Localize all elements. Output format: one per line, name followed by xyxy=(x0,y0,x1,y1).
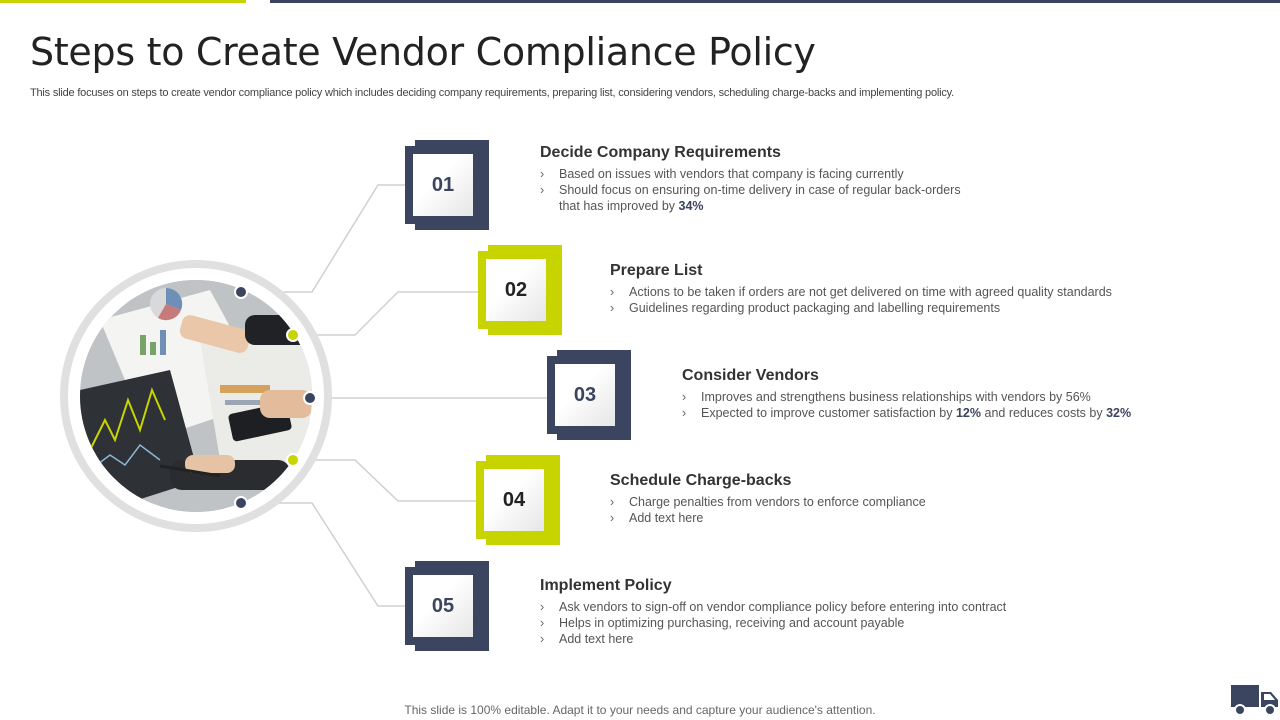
step-04-badge xyxy=(476,455,560,545)
chevron-right-icon: › xyxy=(540,183,545,197)
step-01-number: 01 xyxy=(413,154,473,216)
step-02-title: Prepare List xyxy=(610,262,703,279)
step-02-bullet-2: › Guidelines regarding product packaging and labelling requirements xyxy=(610,301,1001,315)
chevron-right-icon: › xyxy=(540,632,545,646)
connector-dot-5 xyxy=(234,496,248,510)
step-01-bullet-2-cont: that has improved by 34% xyxy=(559,199,704,213)
step-01-badge xyxy=(405,140,489,230)
chevron-right-icon: › xyxy=(610,285,615,299)
step-05-title: Implement Policy xyxy=(540,577,672,594)
step-05-bullet-2: › Helps in optimizing purchasing, receiving and account payable xyxy=(540,616,905,630)
step-03-bullet-1: › Improves and strengthens business relationships with vendors by 56% xyxy=(682,390,1091,404)
chevron-right-icon: › xyxy=(610,301,615,315)
step-02-bullet-1: › Actions to be taken if orders are not get delivered on time with agreed quality standards xyxy=(610,285,1112,299)
step-04-number: 04 xyxy=(484,469,544,531)
step-03-badge xyxy=(547,350,631,440)
step-04-bullet-1: › Charge penalties from vendors to enforce compliance xyxy=(610,495,926,509)
step-02-content xyxy=(610,262,1112,316)
slide-footer: This slide is 100% editable. Adapt it to your needs and capture your audience's attention. xyxy=(404,703,876,717)
step-01-content xyxy=(540,144,961,214)
chevron-right-icon: › xyxy=(682,390,687,404)
connector-dot-4 xyxy=(286,453,300,467)
step-05-bullet-1: › Ask vendors to sign-off on vendor compliance policy before entering into contract xyxy=(540,600,1007,614)
step-03-bullet-2: › Expected to improve customer satisfaction by 12% and reduces costs by 32% xyxy=(682,406,1132,420)
chevron-right-icon: › xyxy=(540,600,545,614)
connector-dot-3 xyxy=(303,391,317,405)
chevron-right-icon: › xyxy=(540,616,545,630)
chevron-right-icon: › xyxy=(540,167,545,181)
step-04-content xyxy=(610,472,926,526)
step-05-bullet-3: › Add text here xyxy=(540,632,634,646)
slide-subtitle: This slide focuses on steps to create vendor compliance policy which includes deciding company requirements, preparing list, considering vendors, scheduling charge-backs and implementing policy. xyxy=(30,87,955,99)
connector-dot-1 xyxy=(234,285,248,299)
step-04-title: Schedule Charge-backs xyxy=(610,472,792,489)
truck-icon xyxy=(1230,683,1280,717)
step-05-badge xyxy=(405,561,489,651)
step-01-title: Decide Company Requirements xyxy=(540,144,781,161)
chevron-right-icon: › xyxy=(682,406,687,420)
cost-reduction-value: 32% xyxy=(1106,406,1132,420)
step-04-bullet-2: › Add text here xyxy=(610,511,704,525)
chevron-right-icon: › xyxy=(610,511,615,525)
improvement-value: 34% xyxy=(678,199,704,213)
step-02-number: 02 xyxy=(486,259,546,321)
step-05-number: 05 xyxy=(413,575,473,637)
satisfaction-value: 12% xyxy=(955,406,982,420)
business-meeting-photo xyxy=(80,280,312,512)
step-02-badge xyxy=(478,245,562,335)
step-05-content xyxy=(540,577,1006,647)
chevron-right-icon: › xyxy=(610,495,615,509)
step-03-content xyxy=(682,367,1131,421)
connector-dot-2 xyxy=(286,328,300,342)
step-01-bullet-1: › Based on issues with vendors that company is facing currently xyxy=(540,167,904,181)
slide-title: Steps to Create Vendor Compliance Policy xyxy=(30,30,816,74)
step-01-bullet-2: › Should focus on ensuring on-time delivery in case of regular back-orders xyxy=(540,183,961,197)
step-03-title: Consider Vendors xyxy=(682,367,819,384)
step-03-number: 03 xyxy=(555,364,615,426)
